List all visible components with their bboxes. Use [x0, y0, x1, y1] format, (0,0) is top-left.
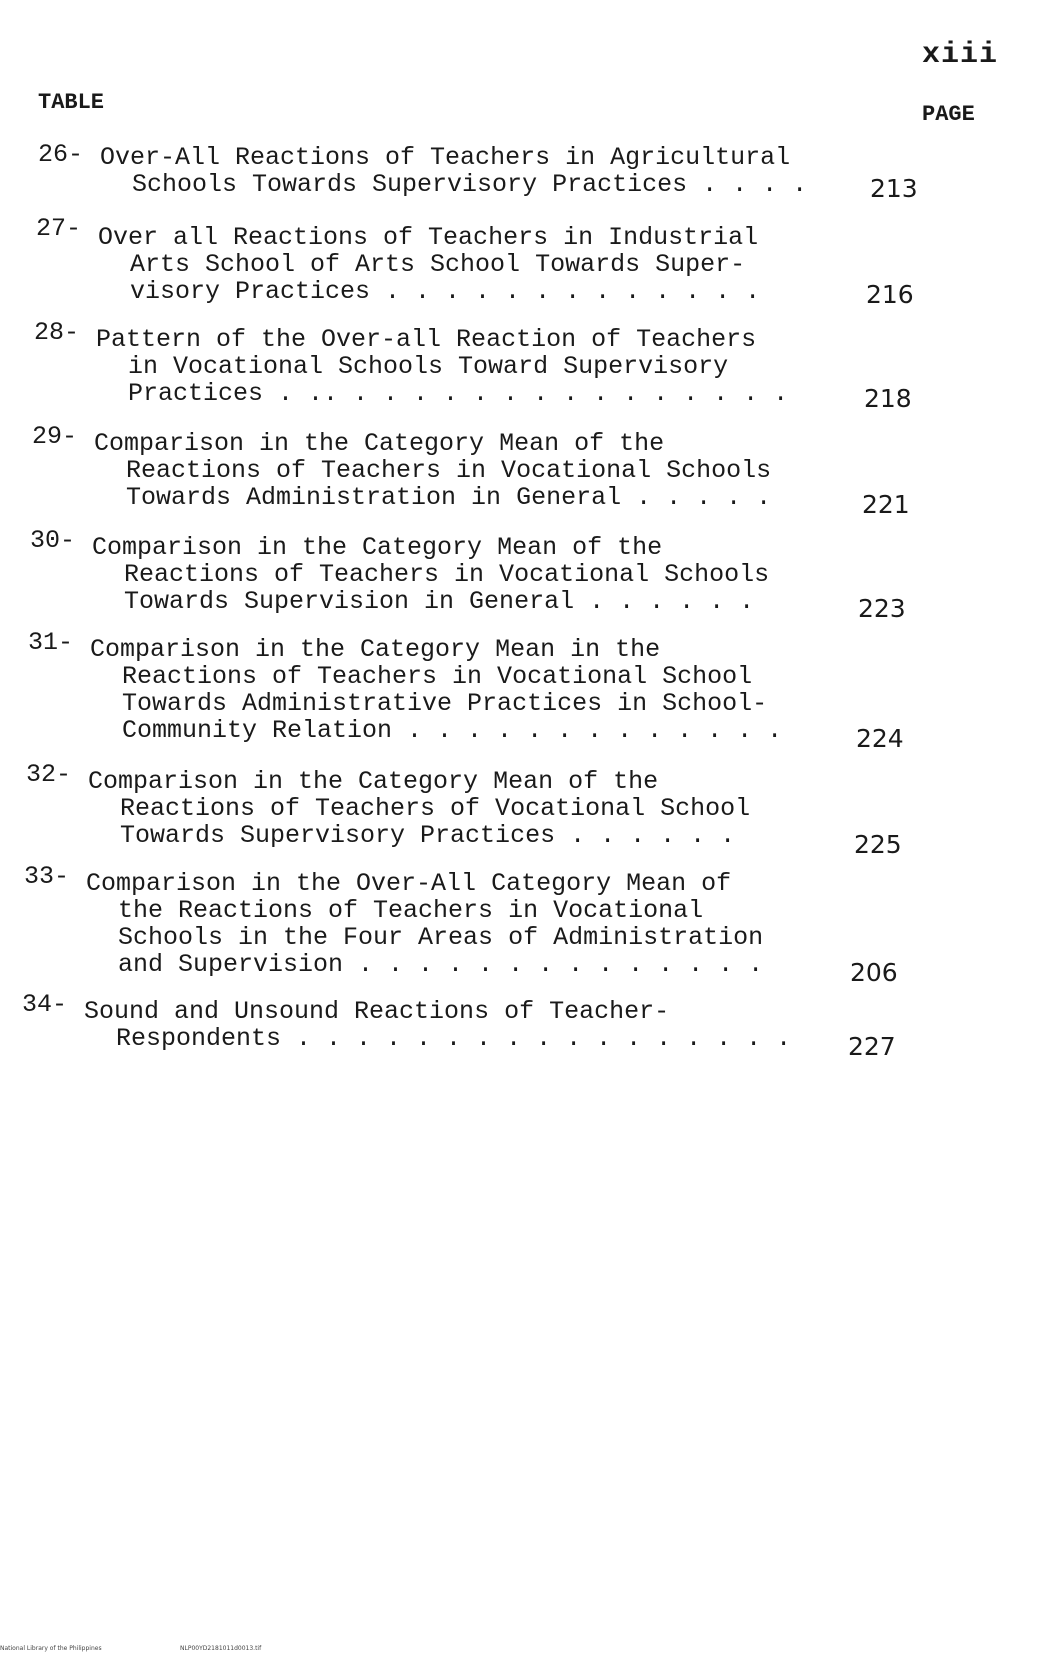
title-line: Towards Administrative Practices in School-: [122, 689, 768, 718]
title-line: Community Relation . . . . . . . . . . . . .: [122, 716, 783, 745]
title-line: Towards Supervision in General . . . . . .: [124, 587, 755, 616]
page-reference: 221: [862, 490, 910, 519]
title-line: Reactions of Teachers in Vocational Schools: [126, 456, 772, 485]
table-column-label: TABLE: [38, 90, 105, 115]
title-line: Comparison in the Category Mean of the: [94, 429, 665, 458]
title-line: Comparison in the Category Mean of the: [88, 767, 659, 796]
table-number: 29-: [32, 422, 78, 451]
title-line: Sound and Unsound Reactions of Teacher-: [84, 997, 670, 1026]
table-title: [84, 998, 791, 1052]
title-line: Comparison in the Over-All Category Mean of: [86, 869, 732, 898]
library-footer: National Library of the Philippines: [0, 1645, 102, 1652]
title-line: Over-All Reactions of Teachers in Agricultural: [100, 143, 791, 172]
table-title: [86, 870, 763, 978]
title-line: Towards Supervisory Practices . . . . . .: [120, 821, 736, 850]
title-line: Arts School of Arts School Towards Super-: [130, 250, 746, 279]
page-reference: 227: [848, 1032, 896, 1061]
table-number: 30-: [30, 526, 76, 555]
table-number: 33-: [24, 862, 70, 891]
table-title: [98, 224, 760, 305]
title-line: Reactions of Teachers in Vocational School: [122, 662, 753, 691]
table-title: [92, 534, 769, 615]
title-line: Respondents . . . . . . . . . . . . . . . . .: [116, 1024, 792, 1053]
page-reference: 218: [864, 384, 912, 413]
title-line: visory Practices . . . . . . . . . . . . .: [130, 277, 761, 306]
title-line: Reactions of Teachers of Vocational School: [120, 794, 751, 823]
title-line: Towards Administration in General . . . . .: [126, 483, 772, 512]
page-column-label: PAGE: [922, 102, 975, 127]
title-line: Pattern of the Over-all Reaction of Teachers: [96, 325, 757, 354]
table-number: 34-: [22, 990, 68, 1019]
page-reference: 216: [866, 280, 914, 309]
page-reference: 213: [870, 174, 918, 203]
title-line: Reactions of Teachers in Vocational Schools: [124, 560, 770, 589]
table-number: 32-: [26, 760, 72, 789]
page-reference: 225: [854, 830, 902, 859]
title-line: Schools in the Four Areas of Administration: [118, 923, 764, 952]
title-line: Practices . .. . . . . . . . . . . . . . . .: [128, 379, 789, 408]
title-line: and Supervision . . . . . . . . . . . . . .: [118, 950, 764, 979]
page-number: xiii: [922, 38, 999, 72]
table-number: 31-: [28, 628, 74, 657]
page-reference: 224: [856, 724, 904, 753]
table-title: [88, 768, 750, 849]
file-footer: NLP00YD2181011d0013.tif: [180, 1645, 262, 1652]
title-line: Comparison in the Category Mean in the: [90, 635, 661, 664]
title-line: in Vocational Schools Toward Supervisory: [128, 352, 729, 381]
page-reference: 223: [858, 594, 906, 623]
table-number: 27-: [36, 214, 82, 243]
table-title: [94, 430, 771, 511]
title-line: Schools Towards Supervisory Practices . . . .: [132, 170, 808, 199]
table-number: 28-: [34, 318, 80, 347]
table-title: [96, 326, 788, 407]
table-title: [90, 636, 782, 744]
table-number: 26-: [38, 140, 84, 169]
title-line: Over all Reactions of Teachers in Industrial: [98, 223, 759, 252]
title-line: Comparison in the Category Mean of the: [92, 533, 663, 562]
page-reference: 206: [850, 958, 898, 987]
table-title: [100, 144, 807, 198]
title-line: the Reactions of Teachers in Vocational: [118, 896, 704, 925]
